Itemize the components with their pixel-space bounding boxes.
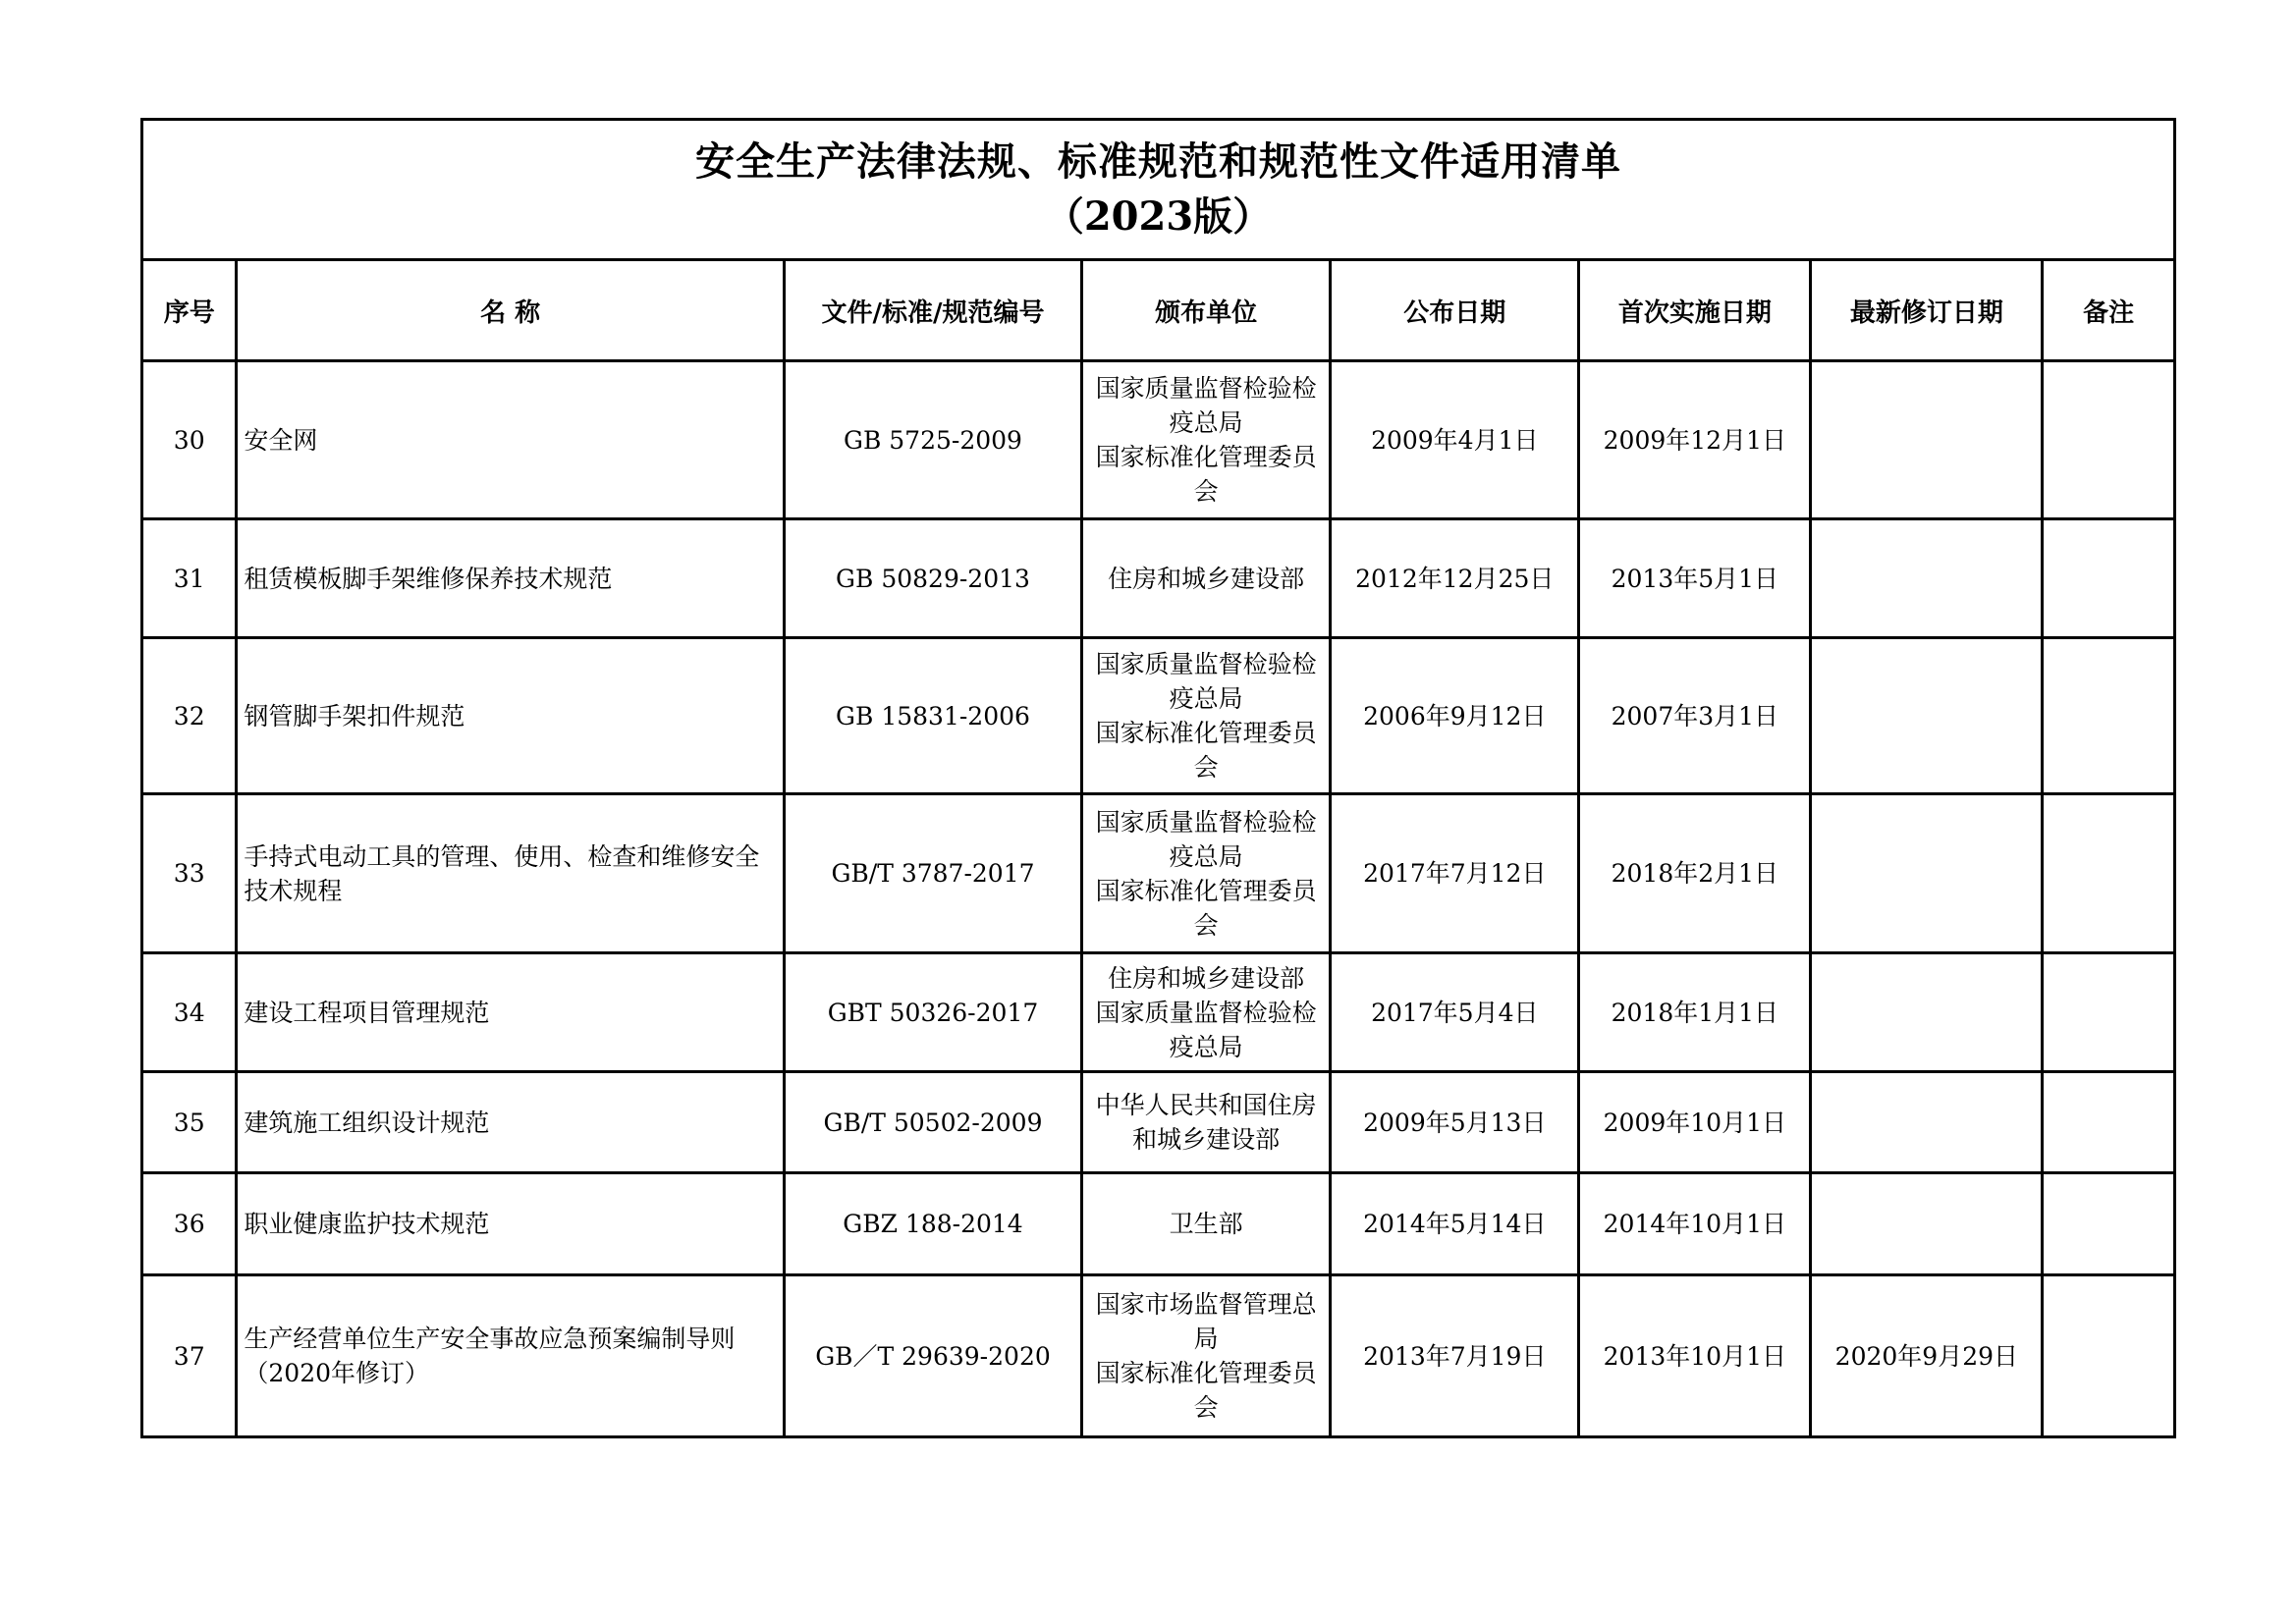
row-note (2043, 953, 2175, 1072)
row-issuer: 国家质量监督检验检疫总局 国家标准化管理委员会 (1082, 361, 1331, 519)
row-code: GBT 50326-2017 (784, 953, 1081, 1072)
row-effective: 2013年5月1日 (1579, 519, 1811, 638)
row-code: GB/T 50502-2009 (784, 1072, 1081, 1173)
header-no: 序号 (142, 260, 237, 361)
header-code: 文件/标准/规范编号 (784, 260, 1081, 361)
row-note (2043, 519, 2175, 638)
table-row (142, 1072, 2175, 1173)
row-note (2043, 1173, 2175, 1275)
row-no: 37 (142, 1275, 237, 1437)
row-issuer: 国家质量监督检验检疫总局 国家标准化管理委员会 (1082, 794, 1331, 953)
row-issuer: 住房和城乡建设部 (1082, 519, 1331, 638)
table-row (142, 1173, 2175, 1275)
row-effective: 2007年3月1日 (1579, 638, 1811, 794)
row-code: GB 50829-2013 (784, 519, 1081, 638)
row-effective: 2014年10月1日 (1579, 1173, 1811, 1275)
row-effective: 2018年2月1日 (1579, 794, 1811, 953)
row-name: 生产经营单位生产安全事故应急预案编制导则（2020年修订） (237, 1275, 784, 1437)
row-code: GB 15831-2006 (784, 638, 1081, 794)
row-code: GB/T 3787-2017 (784, 794, 1081, 953)
row-issuer: 国家市场监督管理总局 国家标准化管理委员会 (1082, 1275, 1331, 1437)
row-name: 职业健康监护技术规范 (237, 1173, 784, 1275)
row-published: 2017年7月12日 (1331, 794, 1579, 953)
header-note: 备注 (2043, 260, 2175, 361)
row-no: 34 (142, 953, 237, 1072)
row-published: 2014年5月14日 (1331, 1173, 1579, 1275)
table-row (142, 519, 2175, 638)
table-row (142, 361, 2175, 519)
row-no: 33 (142, 794, 237, 953)
row-published: 2013年7月19日 (1331, 1275, 1579, 1437)
row-issuer: 中华人民共和国住房和城乡建设部 (1082, 1072, 1331, 1173)
table-row (142, 953, 2175, 1072)
row-revised (1811, 361, 2043, 519)
row-no: 35 (142, 1072, 237, 1173)
row-effective: 2009年12月1日 (1579, 361, 1811, 519)
row-name: 租赁模板脚手架维修保养技术规范 (237, 519, 784, 638)
row-revised (1811, 1173, 2043, 1275)
row-issuer: 卫生部 (1082, 1173, 1331, 1275)
header-revised: 最新修订日期 (1811, 260, 2043, 361)
row-published: 2009年4月1日 (1331, 361, 1579, 519)
row-note (2043, 1275, 2175, 1437)
row-note (2043, 1072, 2175, 1173)
row-code: GBZ 188-2014 (784, 1173, 1081, 1275)
row-code: GB／T 29639-2020 (784, 1275, 1081, 1437)
row-revised (1811, 794, 2043, 953)
header-row (142, 260, 2175, 361)
row-no: 31 (142, 519, 237, 638)
page-subtitle: （2023版） (1044, 193, 1273, 240)
regulations-table (140, 118, 2176, 1438)
table-title-cell (142, 120, 2175, 260)
row-published: 2012年12月25日 (1331, 519, 1579, 638)
row-effective: 2018年1月1日 (1579, 953, 1811, 1072)
table-row (142, 638, 2175, 794)
row-code: GB 5725-2009 (784, 361, 1081, 519)
row-note (2043, 638, 2175, 794)
row-name: 手持式电动工具的管理、使用、检查和维修安全技术规程 (237, 794, 784, 953)
row-note (2043, 794, 2175, 953)
row-no: 36 (142, 1173, 237, 1275)
row-revised (1811, 519, 2043, 638)
row-revised (1811, 638, 2043, 794)
header-issuer: 颁布单位 (1082, 260, 1331, 361)
header-effective: 首次实施日期 (1579, 260, 1811, 361)
row-name: 钢管脚手架扣件规范 (237, 638, 784, 794)
row-name: 建筑施工组织设计规范 (237, 1072, 784, 1173)
row-issuer: 国家质量监督检验检疫总局 国家标准化管理委员会 (1082, 638, 1331, 794)
row-no: 32 (142, 638, 237, 794)
row-effective: 2009年10月1日 (1579, 1072, 1811, 1173)
header-published: 公布日期 (1331, 260, 1579, 361)
row-published: 2017年5月4日 (1331, 953, 1579, 1072)
row-no: 30 (142, 361, 237, 519)
page-title: 安全生产法律法规、标准规范和规范性文件适用清单 (695, 138, 1621, 185)
header-name: 名 称 (237, 260, 784, 361)
row-revised (1811, 1072, 2043, 1173)
row-published: 2006年9月12日 (1331, 638, 1579, 794)
row-name: 安全网 (237, 361, 784, 519)
row-note (2043, 361, 2175, 519)
row-effective: 2013年10月1日 (1579, 1275, 1811, 1437)
table-row (142, 1275, 2175, 1437)
row-revised (1811, 953, 2043, 1072)
table-row (142, 794, 2175, 953)
row-revised: 2020年9月29日 (1811, 1275, 2043, 1437)
row-issuer: 住房和城乡建设部 国家质量监督检验检疫总局 (1082, 953, 1331, 1072)
row-name: 建设工程项目管理规范 (237, 953, 784, 1072)
row-published: 2009年5月13日 (1331, 1072, 1579, 1173)
